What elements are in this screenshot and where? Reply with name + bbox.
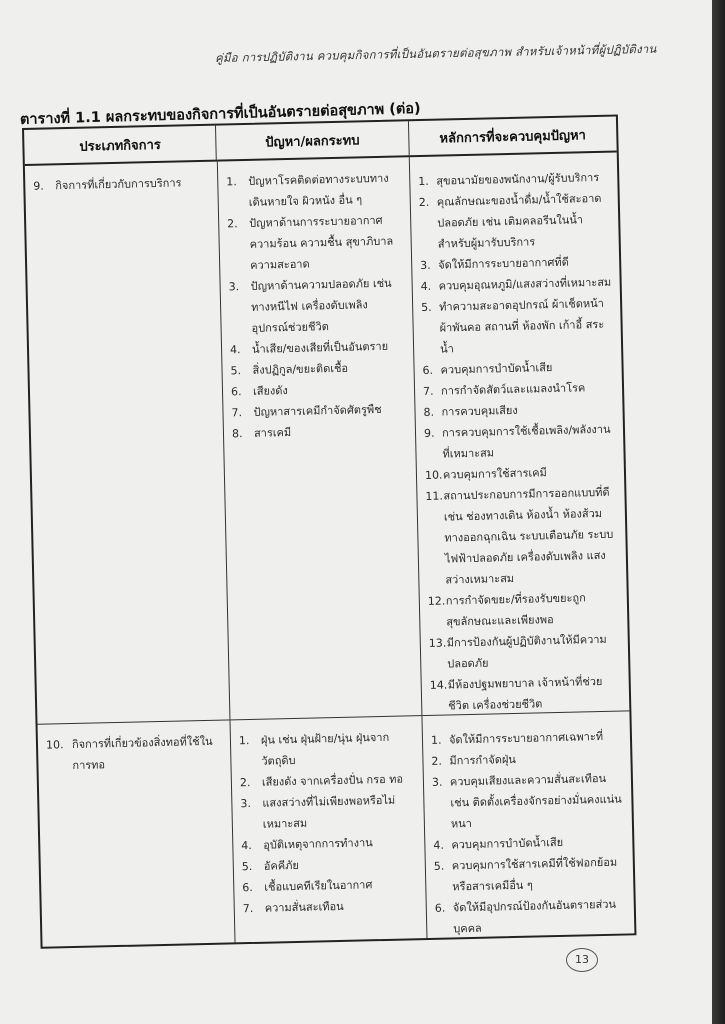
row-number: 10. bbox=[45, 738, 64, 752]
item-text: ความสั่นสะเทือน bbox=[264, 899, 344, 915]
item-text: ฝุ่น เช่น ฝุ่นฝ้าย/นุ่น ฝุ่นจากวัตถุดิบ bbox=[260, 730, 390, 768]
item-text: เชื้อแบคทีเรียในอากาศ bbox=[264, 878, 373, 894]
item-text: สารเคมี bbox=[253, 425, 292, 440]
impact-table bbox=[22, 114, 636, 948]
item-number: 9. bbox=[423, 426, 435, 440]
control-cell bbox=[421, 711, 634, 938]
item-text: ควบคุมเสียงและความสั่นสะเทือน เช่น ติดตั้งเครื่องจักรอย่างมั่นคงแน่นหนา bbox=[449, 771, 622, 831]
item-number: 7. bbox=[231, 406, 243, 420]
business-type-label: กิจการที่เกี่ยวกับการบริการ bbox=[55, 176, 182, 193]
impact-item bbox=[243, 894, 420, 919]
item-number: 13. bbox=[428, 636, 447, 650]
item-text: การควบคุมเสียง bbox=[441, 403, 518, 419]
item-number: 6. bbox=[434, 901, 446, 915]
item-text: ควบคุมการใช้สารเคมี bbox=[442, 466, 547, 482]
item-number: 2. bbox=[418, 195, 430, 210]
item-number: 8. bbox=[231, 427, 243, 441]
table-row bbox=[25, 153, 630, 725]
control-item bbox=[425, 482, 620, 591]
table-row bbox=[38, 711, 635, 946]
control-item bbox=[428, 587, 622, 633]
item-number: 4. bbox=[433, 838, 445, 852]
item-text: การควบคุมการใช้เชื้อเพลิง/พลังงานที่เหมาะสม bbox=[441, 422, 611, 461]
item-text: เสียงดัง bbox=[252, 384, 288, 398]
impact-cell bbox=[229, 716, 426, 942]
item-number: 14. bbox=[429, 678, 448, 692]
item-text: ปัญหาด้านการระบายอากาศความร้อน ความชื้น สุขาภิบาลความสะอาด bbox=[249, 213, 394, 272]
item-text: จัดให้มีอุปกรณ์ป้องกันอันตรายส่วนบุคคล bbox=[452, 897, 617, 936]
control-item bbox=[430, 671, 624, 717]
item-text: มีห้องปฐมพยาบาล เจ้าหน้าที่ช่วยชีวิต เครื่องช่วยชีวิต bbox=[447, 674, 603, 713]
control-cell bbox=[409, 153, 630, 716]
item-text: อัคคีภัย bbox=[263, 858, 299, 873]
item-text: สิ่งปฏิกูล/ขยะติดเชื้อ bbox=[252, 361, 349, 377]
impact-item bbox=[232, 419, 409, 444]
item-text: ควบคุมการบำบัดน้ำเสีย bbox=[451, 835, 564, 852]
item-text: จัดให้มีการระบายอากาศที่ดี bbox=[438, 255, 569, 272]
control-item bbox=[434, 851, 628, 897]
item-text: ปัญหาโรคติดต่อทางระบบทางเดินหายใจ ผิวหนัง อื่น ๆ bbox=[248, 171, 389, 209]
item-text: เสียงดัง จากเครื่องปั่น กรอ ทอ bbox=[261, 772, 404, 789]
item-number: 6. bbox=[230, 385, 242, 399]
item-number: 4. bbox=[229, 343, 241, 357]
item-text: มีการป้องกันผู้ปฏิบัติงานให้มีความปลอดภัย bbox=[446, 632, 607, 671]
item-number: 11. bbox=[425, 489, 444, 503]
item-text: สถานประกอบการมีการออกแบบที่ดี เช่น ช่องทางเดิน ห้องน้ำ ห้องส้วม ทางออกฉุกเฉิน ระบบเตือนภัย ระบบไฟฟ้าปลอดภัย เครื่องดับเพลิง แสงสว่างเหมาะสม bbox=[443, 485, 614, 587]
item-number: 6. bbox=[242, 880, 253, 895]
impact-item bbox=[227, 209, 405, 276]
control-item bbox=[424, 419, 618, 465]
item-number: 5. bbox=[241, 859, 253, 874]
item-number: 8. bbox=[423, 405, 435, 419]
item-number: 5. bbox=[421, 300, 432, 314]
item-number: 3. bbox=[228, 280, 240, 294]
header-control: หลักการที่จะควบคุมปัญหา bbox=[408, 117, 617, 156]
control-list bbox=[431, 726, 629, 940]
header-impact: ปัญหา/ผลกระทบ bbox=[215, 121, 408, 159]
item-number: 1. bbox=[418, 174, 429, 189]
control-item bbox=[429, 629, 623, 675]
impact-item bbox=[240, 789, 418, 835]
item-text: อุบัติเหตุจากการทำงาน bbox=[263, 836, 373, 852]
item-text: ควบคุมการบำบัดน้ำเสีย bbox=[440, 361, 553, 377]
item-text: คุณลักษณะของน้ำดื่ม/น้ำใช้สะอาด ปลอดภัย เช่น เติมคลอรีนในน้ำสำหรับผู้มารับบริการ bbox=[436, 191, 602, 251]
item-number: 12. bbox=[427, 594, 446, 608]
impact-item bbox=[239, 726, 417, 772]
scan-edge bbox=[712, 0, 725, 1024]
impact-item bbox=[226, 167, 404, 213]
impact-list bbox=[226, 167, 409, 444]
running-header: คู่มือ การปฏิบัติงาน ควบคุมกิจการที่เป็นอันตรายต่อสุขภาพ สำหรับเจ้าหน้าที่ผู้ปฏิบัติงาน bbox=[214, 41, 657, 65]
control-item bbox=[435, 893, 629, 939]
item-number: 1. bbox=[430, 733, 442, 747]
item-number: 1. bbox=[238, 733, 250, 748]
control-item bbox=[432, 767, 626, 834]
item-number: 2. bbox=[431, 754, 443, 768]
control-item bbox=[419, 188, 613, 255]
item-text: แสงสว่างที่ไม่เพียงพอหรือไม่เหมาะสม bbox=[262, 793, 396, 831]
impact-cell bbox=[217, 157, 422, 719]
item-number: 1. bbox=[226, 175, 237, 189]
item-text: ทำความสะอาดอุปกรณ์ ผ้าเช็ดหน้า ผ้าพันคอ สถานที่ ห้องพัก เก้าอี้ สระน้ำ bbox=[439, 296, 605, 356]
header-business-type: ประเภทกิจการ bbox=[79, 137, 161, 155]
page-number: 13 bbox=[566, 948, 598, 972]
control-list bbox=[418, 167, 623, 717]
item-number: 2. bbox=[227, 217, 238, 231]
item-number: 4. bbox=[241, 838, 252, 853]
item-number: 7. bbox=[422, 384, 434, 398]
item-number: 5. bbox=[433, 859, 445, 873]
item-text: ปัญหาด้านความปลอดภัย เช่น ทางหนีไฟ เครื่องดับเพลิง อุปกรณ์ช่วยชีวิต bbox=[250, 276, 392, 335]
item-number: 6. bbox=[422, 363, 434, 377]
item-number: 5. bbox=[230, 364, 242, 378]
item-text: ควบคุมอุณหภูมิ/แสงสว่างที่เหมาะสม bbox=[438, 275, 612, 293]
item-text: น้ำเสีย/ของเสียที่เป็นอันตราย bbox=[251, 339, 389, 356]
control-item bbox=[421, 293, 615, 360]
business-type-label: กิจการที่เกี่ยวข้องสิ่งทอที่ใช้ในการทอ bbox=[71, 734, 213, 773]
item-text: สุขอนามัยของพนักงาน/ผู้รับบริการ bbox=[436, 170, 600, 188]
business-type-cell bbox=[25, 162, 230, 724]
table-title: ตารางที่ 1.1 ผลกระทบของกิจการที่เป็นอันตรายต่อสุขภาพ (ต่อ) bbox=[19, 100, 421, 128]
item-number: 3. bbox=[420, 258, 431, 272]
business-type-cell bbox=[38, 720, 235, 946]
item-text: มีการกำจัดฝุ่น bbox=[449, 752, 516, 768]
row-number: 9. bbox=[33, 179, 44, 193]
item-number: 2. bbox=[239, 775, 251, 790]
item-text: จัดให้มีการระบายอากาศเฉพาะที่ bbox=[448, 729, 604, 747]
item-number: 4. bbox=[420, 279, 432, 293]
item-number: 3. bbox=[240, 796, 252, 811]
item-text: การกำจัดสัตว์และแมลงนำโรค bbox=[440, 381, 586, 398]
item-number: 7. bbox=[242, 901, 254, 916]
item-text: ปัญหาสารเคมีกำจัดศัตรูพืช bbox=[253, 402, 382, 419]
item-text: การกำจัดขยะ/ที่รองรับขยะถูกสุขลักษณะและเพียงพอ bbox=[445, 591, 586, 629]
item-number: 10. bbox=[424, 468, 443, 482]
item-text: ควบคุมการใช้สารเคมีที่ใช้ฟอกย้อมหรือสารเคมีอื่น ๆ bbox=[451, 855, 618, 894]
impact-list bbox=[239, 726, 420, 919]
item-number: 3. bbox=[431, 775, 443, 789]
impact-item bbox=[228, 272, 406, 339]
